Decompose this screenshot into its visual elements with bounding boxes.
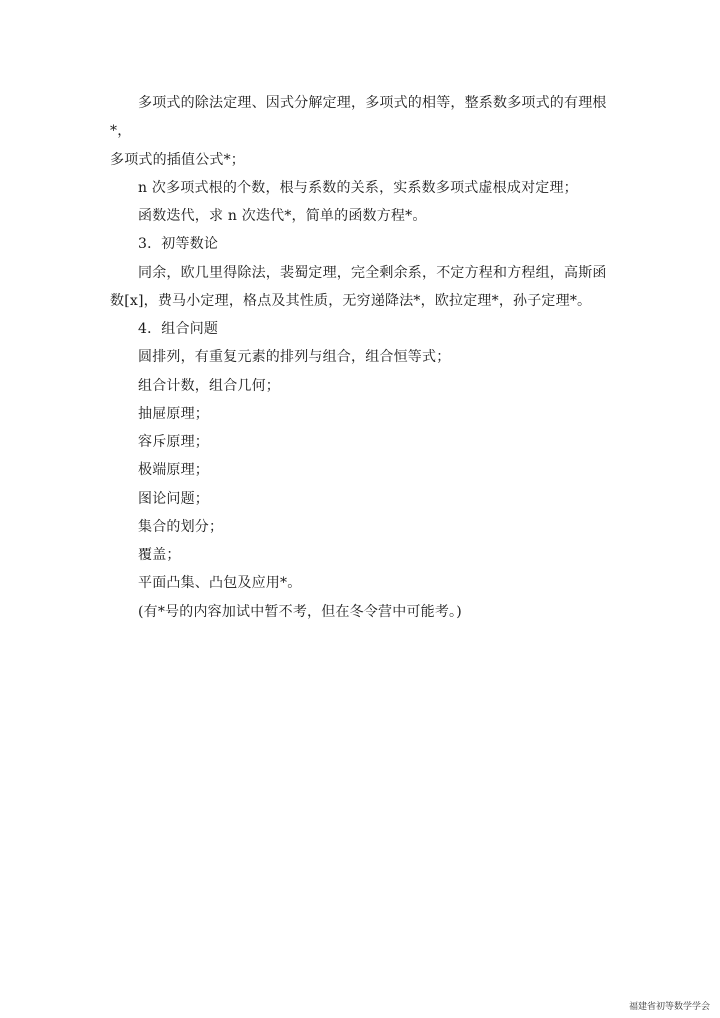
text-line: 圆排列，有重复元素的排列与组合，组合恒等式； xyxy=(138,349,451,365)
text-line: 抽屉原理； xyxy=(138,406,209,422)
text-line: 图论问题； xyxy=(138,491,209,507)
text-line: 同余，欧几里得除法，裴蜀定理，完全剩余系，不定方程和方程组，高斯函 xyxy=(138,265,607,281)
text-line: *， xyxy=(110,123,132,139)
footer-text: 福建省初等数学学会 xyxy=(628,1002,710,1012)
text-line: 集合的划分； xyxy=(138,519,224,535)
text-line: 组合计数，组合几何； xyxy=(138,378,280,394)
section-heading: 3．初等数论 xyxy=(138,236,219,252)
text-line: 多项式的除法定理、因式分解定理，多项式的相等，整系数多项式的有理根 xyxy=(138,95,607,111)
section-heading: 4．组合问题 xyxy=(138,321,219,337)
text-line: 容斥原理； xyxy=(138,434,209,450)
text-line: 数[x]，费马小定理，格点及其性质，无穷递降法*，欧拉定理*，孙子定理*。 xyxy=(110,293,592,309)
text-line: 覆盖； xyxy=(138,547,181,563)
text-line: 多项式的插值公式*； xyxy=(110,152,245,168)
text-line: 平面凸集、凸包及应用*。 xyxy=(138,575,302,591)
text-line: 函数迭代，求 n 次迭代*，简单的函数方程*。 xyxy=(138,208,427,224)
note-line: (有*号的内容加试中暂不考，但在冬令营中可能考。) xyxy=(138,604,462,620)
text-line: n 次多项式根的个数，根与系数的关系，实系数多项式虚根成对定理； xyxy=(138,180,578,196)
text-line: 极端原理； xyxy=(138,462,209,478)
